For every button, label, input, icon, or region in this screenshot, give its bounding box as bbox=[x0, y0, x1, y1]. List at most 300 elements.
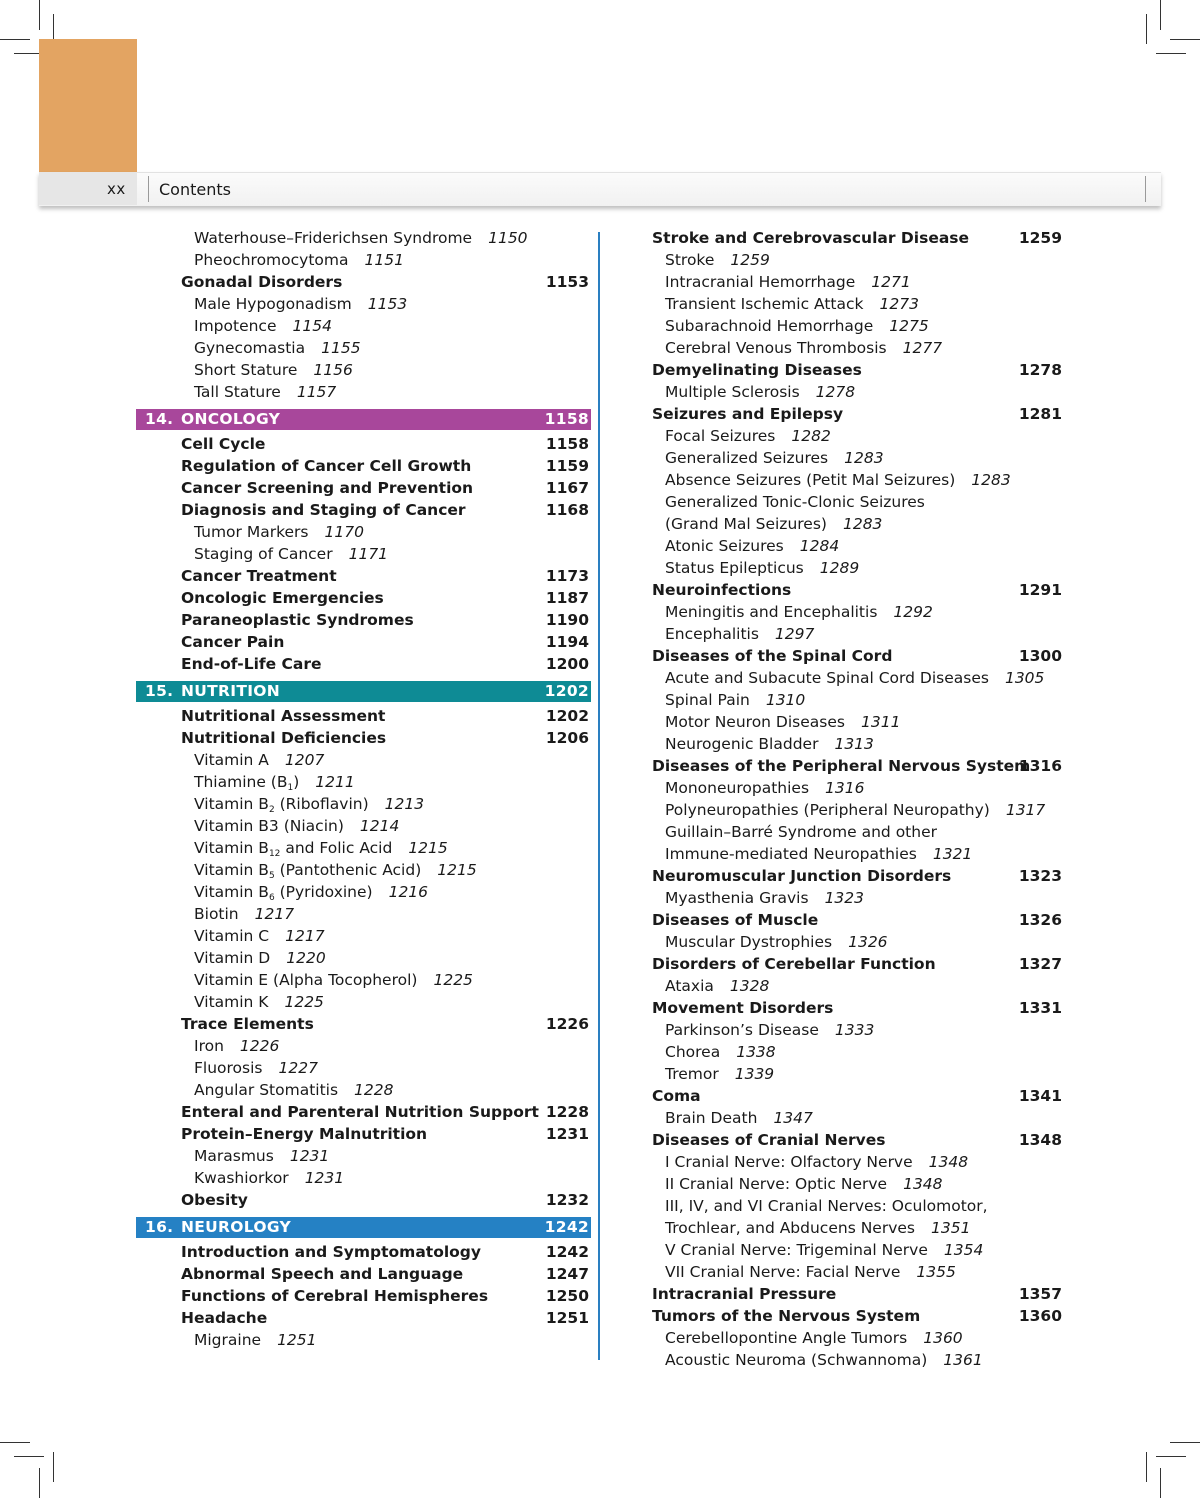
toc-section-entry[interactable] bbox=[136, 587, 591, 609]
entry-page: 1216 bbox=[388, 883, 429, 901]
toc-subentry[interactable] bbox=[136, 1035, 591, 1057]
chapter-number: 16. bbox=[145, 1218, 174, 1236]
entry-title: Headache bbox=[181, 1309, 268, 1327]
toc-subentry[interactable] bbox=[136, 381, 591, 403]
entry-title: Enteral and Parenteral Nutrition Support bbox=[181, 1103, 539, 1121]
toc-section-entry[interactable] bbox=[652, 359, 1062, 381]
toc-subentry[interactable] bbox=[136, 771, 591, 793]
crop-mark bbox=[1170, 1442, 1200, 1443]
toc-section-entry[interactable] bbox=[652, 227, 1062, 249]
entry-title: Stroke and Cerebrovascular Disease bbox=[652, 229, 970, 247]
entry-page: 1341 bbox=[1018, 1087, 1062, 1105]
entry-title: Pheochromocytoma bbox=[194, 251, 349, 269]
entry-subscript: 1 bbox=[287, 783, 294, 793]
entry-title: Muscular Dystrophies bbox=[665, 933, 833, 951]
entry-page: 1215 bbox=[437, 861, 477, 879]
entry-title: Vitamin K bbox=[194, 993, 269, 1011]
entry-title: Seizures and Epilepsy bbox=[652, 405, 844, 423]
header-end-line bbox=[1145, 176, 1146, 202]
toc-subentry[interactable] bbox=[652, 667, 1062, 689]
toc-section-entry[interactable] bbox=[652, 645, 1062, 667]
entry-page: 1317 bbox=[1005, 801, 1046, 819]
toc-subentry[interactable] bbox=[652, 491, 1062, 513]
page-number: xx bbox=[107, 180, 126, 198]
crop-mark bbox=[1146, 14, 1147, 44]
entry-page: 1283 bbox=[842, 515, 883, 533]
entry-page: 1284 bbox=[799, 537, 840, 555]
entry-subscript: 5 bbox=[268, 871, 275, 881]
crop-mark bbox=[53, 1452, 54, 1482]
entry-subscript: 2 bbox=[268, 805, 275, 815]
entry-page: 1187 bbox=[545, 589, 589, 607]
entry-page: 1194 bbox=[545, 633, 589, 651]
toc-section-entry[interactable] bbox=[652, 909, 1062, 931]
toc-subentry[interactable] bbox=[652, 425, 1062, 447]
entry-title: Short Stature bbox=[194, 361, 298, 379]
entry-page: 1168 bbox=[545, 501, 589, 519]
left-column bbox=[136, 227, 591, 1351]
toc-section-entry[interactable] bbox=[652, 1305, 1062, 1327]
entry-page: 1170 bbox=[324, 523, 364, 541]
toc-subentry[interactable] bbox=[136, 1079, 591, 1101]
entry-title: Nutritional Assessment bbox=[181, 707, 386, 725]
toc-subentry[interactable] bbox=[136, 881, 591, 903]
entry-title: Cancer Treatment bbox=[181, 567, 337, 585]
entry-title: Mononeuropathies bbox=[665, 779, 810, 797]
toc-subentry[interactable] bbox=[652, 1173, 1062, 1195]
entry-page: 1151 bbox=[364, 251, 404, 269]
entry-page: 1348 bbox=[903, 1175, 943, 1193]
entry-page: 1242 bbox=[545, 1243, 589, 1261]
entry-page: 1213 bbox=[384, 795, 425, 813]
crop-mark bbox=[0, 1442, 30, 1443]
header-divider bbox=[148, 176, 149, 202]
toc-section-entry[interactable] bbox=[652, 1085, 1062, 1107]
toc-subentry[interactable] bbox=[136, 859, 591, 881]
entry-title: Functions of Cerebral Hemispheres bbox=[181, 1287, 489, 1305]
toc-section-entry[interactable] bbox=[136, 1285, 591, 1307]
entry-page: 1171 bbox=[348, 545, 389, 563]
toc-section-entry[interactable] bbox=[652, 1129, 1062, 1151]
entry-page: 1215 bbox=[408, 839, 448, 857]
chapter-page: 1158 bbox=[544, 410, 589, 428]
entry-page: 1217 bbox=[285, 927, 325, 945]
entry-page: 1283 bbox=[844, 449, 884, 467]
entry-title: Marasmus bbox=[194, 1147, 274, 1165]
entry-title: Vitamin B bbox=[194, 861, 269, 879]
entry-title: Generalized Seizures bbox=[665, 449, 829, 467]
entry-title: Neuromuscular Junction Disorders bbox=[652, 867, 952, 885]
toc-section-entry[interactable] bbox=[136, 1263, 591, 1285]
crop-mark bbox=[1170, 39, 1200, 40]
toc-section-entry[interactable] bbox=[136, 1307, 591, 1329]
toc-subentry[interactable] bbox=[136, 543, 591, 565]
entry-title: Brain Death bbox=[665, 1109, 758, 1127]
toc-subentry[interactable] bbox=[652, 623, 1062, 645]
chapter-heading-nutrition[interactable] bbox=[136, 681, 591, 702]
crop-mark bbox=[0, 39, 30, 40]
toc-subentry[interactable] bbox=[136, 521, 591, 543]
toc-subentry[interactable] bbox=[652, 1261, 1062, 1283]
running-title: Contents bbox=[159, 180, 231, 199]
chapter-number: 15. bbox=[145, 682, 174, 700]
toc-subentry[interactable] bbox=[136, 1145, 591, 1167]
entry-title: Trochlear, and Abducens Nerves bbox=[665, 1219, 915, 1237]
entry-page: 1323 bbox=[1018, 867, 1062, 885]
entry-title: Meningitis and Encephalitis bbox=[665, 603, 878, 621]
toc-subentry[interactable] bbox=[652, 469, 1062, 491]
entry-page: 1167 bbox=[545, 479, 589, 497]
entry-title: Cancer Pain bbox=[181, 633, 285, 651]
toc-section-entry[interactable] bbox=[652, 755, 1062, 777]
entry-page: 1297 bbox=[774, 625, 815, 643]
entry-title: Acoustic Neuroma (Schwannoma) bbox=[665, 1351, 928, 1369]
toc-subentry[interactable] bbox=[136, 359, 591, 381]
entry-title: Status Epilepticus bbox=[665, 559, 804, 577]
entry-page: 1231 bbox=[289, 1147, 330, 1165]
entry-page: 1153 bbox=[545, 273, 589, 291]
entry-title: Atonic Seizures bbox=[665, 537, 784, 555]
toc-section-entry[interactable] bbox=[652, 579, 1062, 601]
crop-mark bbox=[1156, 53, 1186, 54]
toc-subentry[interactable] bbox=[136, 815, 591, 837]
entry-page: 1271 bbox=[871, 273, 911, 291]
entry-title: III, IV, and VI Cranial Nerves: Oculomotor, bbox=[665, 1197, 988, 1215]
entry-title: Vitamin C bbox=[194, 927, 270, 945]
toc-section-entry[interactable] bbox=[652, 403, 1062, 425]
entry-page: 1150 bbox=[488, 229, 528, 247]
toc-subentry[interactable] bbox=[136, 315, 591, 337]
entry-title: Cerebellopontine Angle Tumors bbox=[665, 1329, 908, 1347]
toc-section-entry[interactable] bbox=[652, 865, 1062, 887]
toc-section-entry[interactable] bbox=[136, 433, 591, 455]
entry-title-cont: (Riboflavin) bbox=[274, 795, 369, 813]
entry-title: (Grand Mal Seizures) bbox=[665, 515, 827, 533]
entry-page: 1327 bbox=[1018, 955, 1062, 973]
entry-page: 1156 bbox=[313, 361, 353, 379]
column-divider bbox=[598, 232, 600, 1360]
entry-title: Introduction and Symptomatology bbox=[181, 1243, 482, 1261]
entry-page: 1227 bbox=[278, 1059, 318, 1077]
entry-title: Acute and Subacute Spinal Cord Diseases bbox=[665, 669, 989, 687]
entry-title: Vitamin B3 (Niacin) bbox=[194, 817, 344, 835]
entry-page: 1278 bbox=[1018, 361, 1062, 379]
entry-page: 1220 bbox=[286, 949, 326, 967]
toc-section-entry[interactable] bbox=[136, 1123, 591, 1145]
chapter-title: ONCOLOGY bbox=[181, 410, 281, 428]
crop-mark bbox=[39, 0, 40, 30]
entry-page: 1157 bbox=[296, 383, 337, 401]
toc-subentry[interactable] bbox=[652, 887, 1062, 909]
toc-subentry[interactable] bbox=[652, 1063, 1062, 1085]
toc-subentry[interactable] bbox=[652, 337, 1062, 359]
toc-section-entry[interactable] bbox=[136, 727, 591, 749]
entry-page: 1228 bbox=[545, 1103, 589, 1121]
entry-title: Disorders of Cerebellar Function bbox=[652, 955, 936, 973]
entry-page: 1225 bbox=[433, 971, 473, 989]
toc-subentry[interactable] bbox=[136, 969, 591, 991]
entry-title: Tremor bbox=[665, 1065, 719, 1083]
entry-page: 1153 bbox=[367, 295, 408, 313]
toc-section-entry[interactable] bbox=[136, 653, 591, 675]
chapter-heading-oncology[interactable] bbox=[136, 409, 591, 430]
entry-title: I Cranial Nerve: Olfactory Nerve bbox=[665, 1153, 913, 1171]
entry-page: 1275 bbox=[889, 317, 929, 335]
toc-subentry[interactable] bbox=[136, 337, 591, 359]
entry-page: 1154 bbox=[292, 317, 332, 335]
toc-section-entry[interactable] bbox=[652, 997, 1062, 1019]
entry-title: Gynecomastia bbox=[194, 339, 306, 357]
toc-section-oncology bbox=[136, 433, 591, 675]
entry-page: 1361 bbox=[943, 1351, 983, 1369]
entry-title: Fluorosis bbox=[194, 1059, 263, 1077]
toc-section-entry[interactable] bbox=[136, 455, 591, 477]
entry-page: 1251 bbox=[277, 1331, 317, 1349]
toc-section-entry[interactable] bbox=[136, 499, 591, 521]
entry-page: 1202 bbox=[545, 707, 589, 725]
entry-title: Tall Stature bbox=[194, 383, 281, 401]
entry-page: 1339 bbox=[734, 1065, 775, 1083]
toc-section-entry[interactable] bbox=[136, 609, 591, 631]
toc-subentry[interactable] bbox=[652, 1239, 1062, 1261]
toc-section-nutrition bbox=[136, 705, 591, 1211]
toc-subentry[interactable] bbox=[136, 925, 591, 947]
entry-title: Diseases of Cranial Nerves bbox=[652, 1131, 886, 1149]
crop-mark bbox=[1160, 0, 1161, 30]
entry-title: VII Cranial Nerve: Facial Nerve bbox=[665, 1263, 901, 1281]
entry-page: 1277 bbox=[902, 339, 943, 357]
toc-subentry[interactable] bbox=[652, 1195, 1062, 1217]
entry-subscript: 12 bbox=[268, 849, 281, 859]
entry-page: 1347 bbox=[773, 1109, 813, 1127]
toc-subentry[interactable] bbox=[652, 1349, 1062, 1371]
entry-title: Tumors of the Nervous System bbox=[652, 1307, 921, 1325]
entry-title: Obesity bbox=[181, 1191, 248, 1209]
toc-subentry[interactable] bbox=[652, 601, 1062, 623]
entry-page: 1333 bbox=[834, 1021, 875, 1039]
crop-mark bbox=[1146, 1452, 1147, 1482]
toc-subentry[interactable] bbox=[136, 991, 591, 1013]
entry-page: 1159 bbox=[545, 457, 589, 475]
toc-subentry[interactable] bbox=[652, 513, 1062, 535]
entry-title: Iron bbox=[194, 1037, 224, 1055]
entry-title: Cell Cycle bbox=[181, 435, 266, 453]
toc-section-entry[interactable] bbox=[136, 271, 591, 293]
toc-subentry[interactable] bbox=[652, 1151, 1062, 1173]
entry-title: Waterhouse–Friderichsen Syndrome bbox=[194, 229, 473, 247]
entry-title: Focal Seizures bbox=[665, 427, 776, 445]
toc-subentry[interactable] bbox=[652, 1327, 1062, 1349]
chapter-title: NUTRITION bbox=[181, 682, 281, 700]
toc-subentry[interactable] bbox=[136, 837, 591, 859]
entry-title: Vitamin A bbox=[194, 751, 269, 769]
entry-title: Vitamin B bbox=[194, 839, 269, 857]
entry-title: Nutritional Deficiencies bbox=[181, 729, 387, 747]
entry-page: 1247 bbox=[545, 1265, 589, 1283]
entry-title: Intracranial Pressure bbox=[652, 1285, 837, 1303]
entry-title: Vitamin B bbox=[194, 883, 269, 901]
entry-title-cont: and Folic Acid bbox=[280, 839, 393, 857]
entry-title: Neuroinfections bbox=[652, 581, 792, 599]
entry-title-cont: (Pantothenic Acid) bbox=[274, 861, 422, 879]
entry-page: 1207 bbox=[284, 751, 325, 769]
entry-title: Migraine bbox=[194, 1331, 262, 1349]
crop-mark bbox=[39, 1468, 40, 1498]
toc-section-entry[interactable] bbox=[136, 477, 591, 499]
entry-title: Polyneuropathies (Peripheral Neuropathy) bbox=[665, 801, 990, 819]
entry-title: Vitamin D bbox=[194, 949, 271, 967]
crop-mark bbox=[1156, 1456, 1186, 1457]
toc-subentry[interactable] bbox=[652, 1107, 1062, 1129]
toc-subentry[interactable] bbox=[136, 249, 591, 271]
toc-subentry[interactable] bbox=[136, 1057, 591, 1079]
entry-title: Multiple Sclerosis bbox=[665, 383, 800, 401]
toc-subentry[interactable] bbox=[136, 793, 591, 815]
entry-page: 1328 bbox=[729, 977, 770, 995]
toc-subentry[interactable] bbox=[652, 733, 1062, 755]
toc-subentry[interactable] bbox=[652, 249, 1062, 271]
entry-page: 1357 bbox=[1018, 1285, 1062, 1303]
entry-page: 1190 bbox=[545, 611, 589, 629]
entry-page: 1289 bbox=[819, 559, 860, 577]
entry-title: Diseases of the Spinal Cord bbox=[652, 647, 893, 665]
entry-title: Angular Stomatitis bbox=[194, 1081, 339, 1099]
toc-subentry[interactable] bbox=[652, 293, 1062, 315]
crop-mark bbox=[14, 1456, 44, 1457]
right-column bbox=[652, 227, 1062, 1371]
entry-title: Intracranial Hemorrhage bbox=[665, 273, 856, 291]
toc-subentry[interactable] bbox=[652, 381, 1062, 403]
entry-title: Immune-mediated Neuropathies bbox=[665, 845, 917, 863]
toc-section-endocrine-cont bbox=[136, 227, 591, 403]
toc-section-entry[interactable] bbox=[136, 631, 591, 653]
entry-title: Diagnosis and Staging of Cancer bbox=[181, 501, 466, 519]
entry-page: 1158 bbox=[545, 435, 589, 453]
toc-subentry[interactable] bbox=[136, 1329, 591, 1351]
chapter-title: NEUROLOGY bbox=[181, 1218, 292, 1236]
chapter-page: 1242 bbox=[544, 1218, 589, 1236]
entry-page: 1226 bbox=[545, 1015, 589, 1033]
entry-title: Cerebral Venous Thrombosis bbox=[665, 339, 887, 357]
chapter-page: 1202 bbox=[544, 682, 589, 700]
toc-subentry[interactable] bbox=[136, 227, 591, 249]
toc-subentry[interactable] bbox=[652, 711, 1062, 733]
entry-page: 1321 bbox=[932, 845, 973, 863]
crop-mark bbox=[1160, 1468, 1161, 1498]
entry-title-cont: (Pyridoxine) bbox=[274, 883, 373, 901]
entry-title: Spinal Pain bbox=[665, 691, 750, 709]
entry-page: 1360 bbox=[1018, 1307, 1062, 1325]
toc-subentry[interactable] bbox=[652, 535, 1062, 557]
entry-page: 1282 bbox=[791, 427, 831, 445]
entry-title: Abnormal Speech and Language bbox=[181, 1265, 464, 1283]
entry-page: 1360 bbox=[923, 1329, 963, 1347]
toc-section-entry[interactable] bbox=[136, 1101, 591, 1123]
toc-section-entry[interactable] bbox=[652, 1283, 1062, 1305]
entry-title: Male Hypogonadism bbox=[194, 295, 352, 313]
toc-subentry[interactable] bbox=[652, 1041, 1062, 1063]
entry-page: 1251 bbox=[545, 1309, 589, 1327]
toc-section-entry[interactable] bbox=[136, 1013, 591, 1035]
entry-title: Stroke bbox=[665, 251, 715, 269]
entry-title: Guillain–Barré Syndrome and other bbox=[665, 823, 937, 841]
entry-title: Subarachnoid Hemorrhage bbox=[665, 317, 874, 335]
entry-page: 1310 bbox=[765, 691, 806, 709]
entry-title: Generalized Tonic-Clonic Seizures bbox=[665, 493, 925, 511]
toc-subentry[interactable] bbox=[652, 689, 1062, 711]
toc-subentry[interactable] bbox=[652, 1019, 1062, 1041]
entry-title: Vitamin B bbox=[194, 795, 269, 813]
toc-subentry[interactable] bbox=[652, 447, 1062, 469]
entry-page: 1214 bbox=[359, 817, 400, 835]
entry-title: Encephalitis bbox=[665, 625, 759, 643]
entry-page: 1311 bbox=[860, 713, 901, 731]
entry-page: 1292 bbox=[893, 603, 933, 621]
entry-page: 1226 bbox=[239, 1037, 280, 1055]
entry-title: Staging of Cancer bbox=[194, 545, 333, 563]
toc-subentry[interactable] bbox=[652, 315, 1062, 337]
toc-subentry[interactable] bbox=[652, 931, 1062, 953]
entry-page: 1211 bbox=[315, 773, 355, 791]
entry-page: 1326 bbox=[848, 933, 888, 951]
toc-subentry[interactable] bbox=[136, 903, 591, 925]
chapter-heading-neurology[interactable] bbox=[136, 1217, 591, 1238]
entry-page: 1200 bbox=[545, 655, 589, 673]
entry-title: Neurogenic Bladder bbox=[665, 735, 819, 753]
entry-page: 1250 bbox=[545, 1287, 589, 1305]
entry-title: Diseases of Muscle bbox=[652, 911, 819, 929]
toc-subentry[interactable] bbox=[652, 1217, 1062, 1239]
entry-page: 1300 bbox=[1018, 647, 1062, 665]
toc-subentry[interactable] bbox=[136, 749, 591, 771]
entry-page: 1305 bbox=[1004, 669, 1045, 687]
entry-title: Vitamin E (Alpha Tocopherol) bbox=[194, 971, 418, 989]
entry-title: Oncologic Emergencies bbox=[181, 589, 384, 607]
toc-subentry[interactable] bbox=[652, 799, 1062, 821]
entry-page: 1278 bbox=[815, 383, 856, 401]
toc-subentry[interactable] bbox=[652, 821, 1062, 843]
entry-page: 1348 bbox=[928, 1153, 969, 1171]
entry-page: 1355 bbox=[916, 1263, 956, 1281]
toc-section-entry[interactable] bbox=[652, 953, 1062, 975]
entry-page: 1228 bbox=[354, 1081, 394, 1099]
toc-subentry[interactable] bbox=[652, 843, 1062, 865]
entry-title-cont: ) bbox=[293, 773, 300, 791]
entry-page: 1354 bbox=[943, 1241, 984, 1259]
entry-page: 1155 bbox=[321, 339, 361, 357]
entry-page: 1323 bbox=[824, 889, 865, 907]
entry-page: 1326 bbox=[1018, 911, 1062, 929]
entry-page: 1331 bbox=[1018, 999, 1062, 1017]
toc-section-neurology bbox=[136, 1241, 591, 1351]
toc-subentry[interactable] bbox=[652, 975, 1062, 997]
toc-subentry[interactable] bbox=[652, 271, 1062, 293]
toc-section-entry[interactable] bbox=[136, 1189, 591, 1211]
toc-subentry[interactable] bbox=[652, 777, 1062, 799]
entry-title: V Cranial Nerve: Trigeminal Nerve bbox=[665, 1241, 928, 1259]
entry-title: End-of-Life Care bbox=[181, 655, 322, 673]
toc-subentry[interactable] bbox=[136, 1167, 591, 1189]
toc-section-entry[interactable] bbox=[136, 705, 591, 727]
entry-title: Paraneoplastic Syndromes bbox=[181, 611, 414, 629]
toc-section-entry[interactable] bbox=[136, 1241, 591, 1263]
toc-subentry[interactable] bbox=[136, 293, 591, 315]
toc-section-entry[interactable] bbox=[136, 565, 591, 587]
entry-title: Biotin bbox=[194, 905, 239, 923]
toc-subentry[interactable] bbox=[136, 947, 591, 969]
toc-subentry[interactable] bbox=[652, 557, 1062, 579]
entry-page: 1217 bbox=[254, 905, 295, 923]
